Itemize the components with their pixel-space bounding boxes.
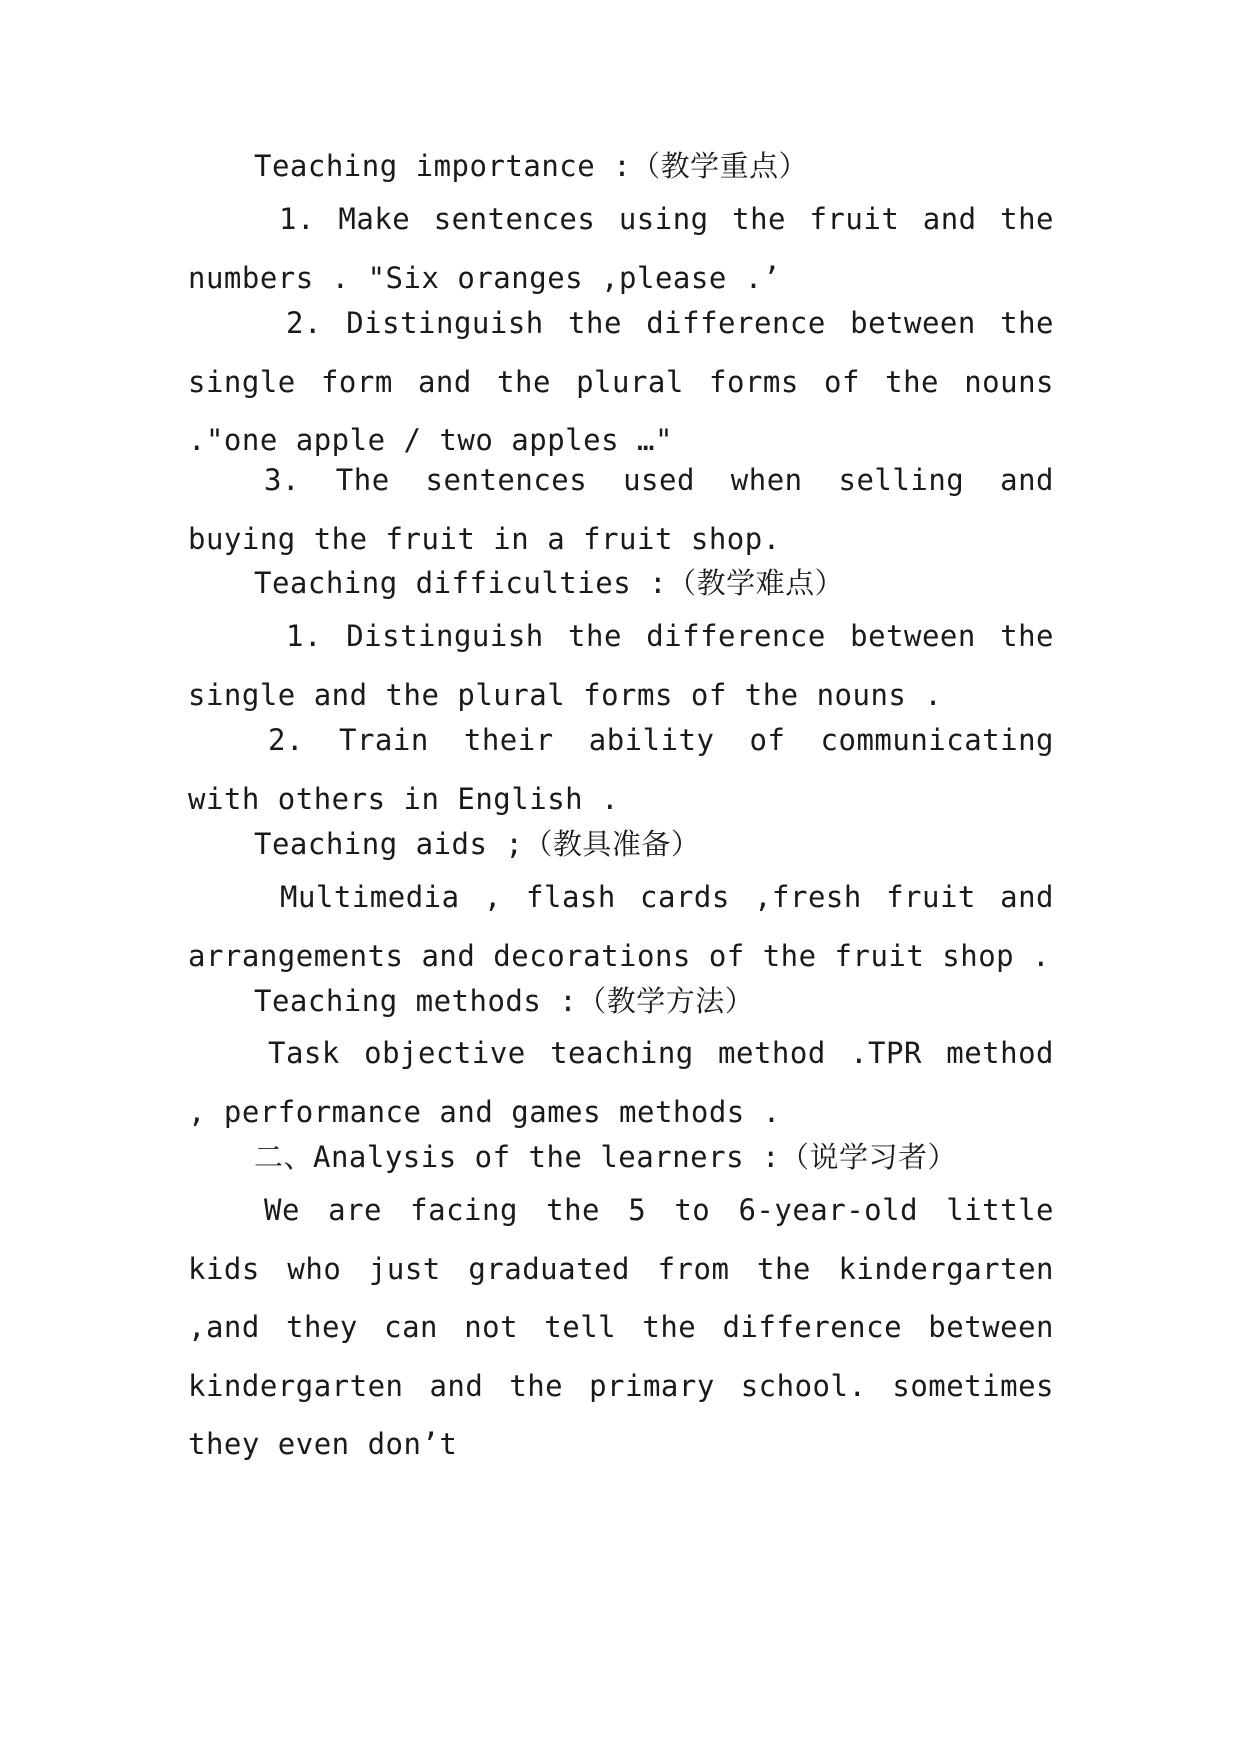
paragraph-analysis-of-learners: We are facing the 5 to 6-year-old little kids who just graduated from the kindergarten ,and they can not tell the difference between kindergarten and the primary school. sometimes they even don’t: [188, 1193, 1054, 1461]
heading-teaching-methods: Teaching methods :（教学方法）: [254, 984, 755, 1018]
paragraph-teaching-aids: Multimedia , flash cards ,fresh fruit and arrangements and decorations of the fruit shop .: [188, 880, 1054, 973]
heading-analysis-of-learners: 二、Analysis of the learners :（说学习者）: [254, 1140, 957, 1174]
paragraph-importance-3: 3. The sentences used when selling and buying the fruit in a fruit shop.: [188, 463, 1054, 556]
paragraph-difficulties-2: 2. Train their ability of communicating with others in English .: [188, 723, 1054, 816]
paragraph-importance-1: 1. Make sentences using the fruit and the numbers . "Six oranges ,please .’: [188, 202, 1054, 295]
heading-teaching-difficulties: Teaching difficulties :（教学难点）: [254, 566, 845, 600]
heading-teaching-importance: Teaching importance :（教学重点）: [254, 149, 809, 183]
heading-teaching-aids: Teaching aids ;（教具准备）: [254, 827, 701, 861]
paragraph-importance-2: 2. Distinguish the difference between the single form and the plural forms of the nouns ."one apple / two apples …": [188, 306, 1054, 457]
paragraph-difficulties-1: 1. Distinguish the difference between the single and the plural forms of the nouns .: [188, 619, 1054, 712]
paragraph-teaching-methods: Task objective teaching method .TPR method , performance and games methods .: [188, 1036, 1054, 1129]
